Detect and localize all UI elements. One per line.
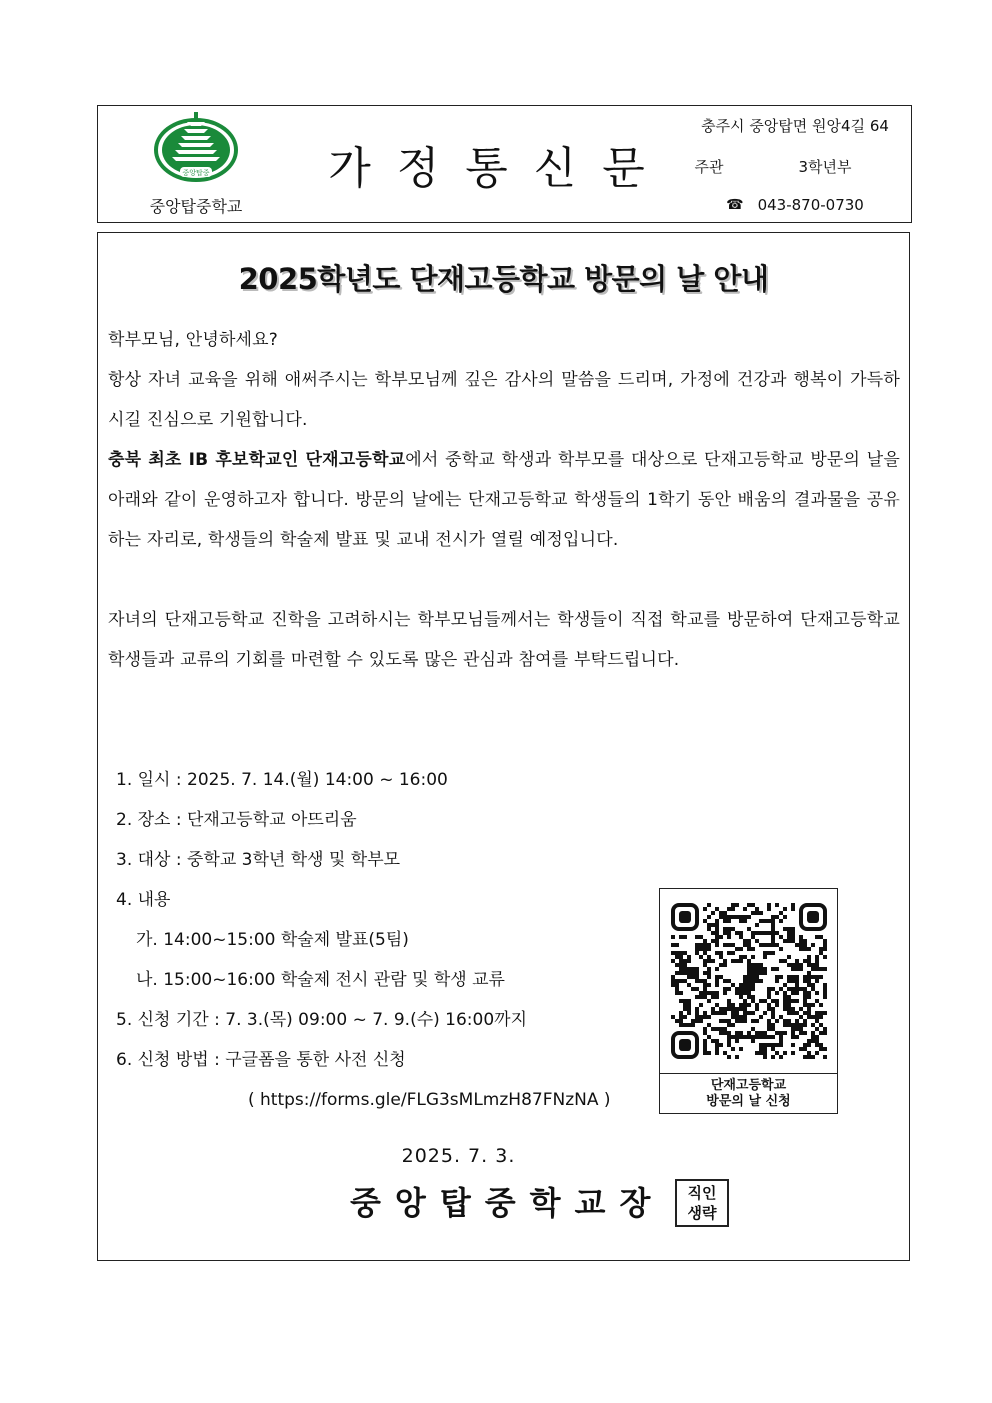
pagoda-logo-icon [154, 110, 238, 184]
qr-caption-line2: 방문의 날 신청 [706, 1094, 791, 1109]
notice-title: 2025학년도 단재고등학교 방문의 날 안내 [238, 262, 769, 296]
seal-omitted-stamp [675, 1179, 729, 1227]
paragraph-2-bold: 충북 최초 IB 후보학교인 단재고등학교 [108, 450, 406, 470]
paragraph-1: 항상 자녀 교육을 위해 애써주시는 학부모님께 깊은 감사의 말씀을 드리며, 가정에 건강과 행복이 가득하시길 진심으로 기원합니다. [108, 370, 900, 430]
phone-number: 043-870-0730 [757, 195, 864, 214]
school-logo [98, 106, 294, 188]
paragraph-2-text: 에서 중학교 학생과 학부모를 대상으로 단재고등학교 방문의 날을 아래와 같이 운영하고자 합니다. 방문의 날에는 단재고등학교 학생들의 1학기 동안 배움의 결과물을 공유하는 자리로, 학생들의 학술제 발표 및 교내 전시가 열릴 예정입니다. [108, 450, 900, 550]
detail-method: 6. 신청 방법 : 구글폼을 통한 사전 신청 [116, 1050, 406, 1070]
issue-date: 2025. 7. 3. [401, 1145, 516, 1167]
qr-code-icon [671, 903, 827, 1059]
qr-caption [660, 1075, 837, 1110]
detail-content-a: 가. 14:00~15:00 학술제 발표(5팀) [136, 930, 409, 950]
telephone-icon: ☎ [726, 196, 744, 213]
notice-body [97, 232, 910, 1261]
detail-period: 5. 신청 기간 : 7. 3.(목) 09:00 ~ 7. 9.(수) 16:00까지 [116, 1010, 527, 1030]
organizer-value: 3학년부 [798, 157, 852, 176]
organizer-label: 주관 [694, 157, 724, 176]
detail-location: 2. 장소 : 단재고등학교 아뜨리움 [116, 810, 357, 830]
qr-code[interactable] [660, 889, 837, 1074]
paragraph-2 [108, 440, 900, 560]
seal-line1: 직인 [687, 1184, 717, 1202]
greeting: 학부모님, 안녕하세요? [108, 330, 279, 350]
detail-target: 3. 대상 : 중학교 3학년 학생 및 학부모 [116, 850, 401, 870]
qr-caption-line1: 단재고등학교 [710, 1078, 787, 1093]
detail-content: 4. 내용 [116, 890, 171, 910]
google-form-link[interactable]: ( https://forms.gle/FLG3sMLmzH87FNzNA ) [248, 1090, 611, 1110]
detail-content-b: 나. 15:00~16:00 학술제 전시 관람 및 학생 교류 [136, 970, 505, 990]
newsletter-title: 가정통신문 [328, 143, 671, 194]
newsletter-header [97, 105, 912, 223]
phone-row [679, 187, 911, 222]
seal-line2: 생략 [687, 1204, 717, 1222]
principal-signature: 중앙탑중학교장 [350, 1184, 665, 1222]
paragraph-3: 자녀의 단재고등학교 진학을 고려하시는 학부모님들께서는 학생들이 직접 학교를 방문하여 단재고등학교 학생들과 교류의 기회를 마련할 수 있도록 많은 관심과 참여를 부탁드립니다. [108, 610, 900, 670]
school-address: 충주시 중앙탑면 원앙4길 64 [701, 117, 889, 135]
logo-text: 중앙탑중 [182, 169, 210, 177]
qr-code-box [659, 888, 838, 1114]
school-name: 중앙탑중학교 [149, 196, 243, 216]
detail-schedule: 1. 일시 : 2025. 7. 14.(월) 14:00 ~ 16:00 [116, 770, 448, 790]
